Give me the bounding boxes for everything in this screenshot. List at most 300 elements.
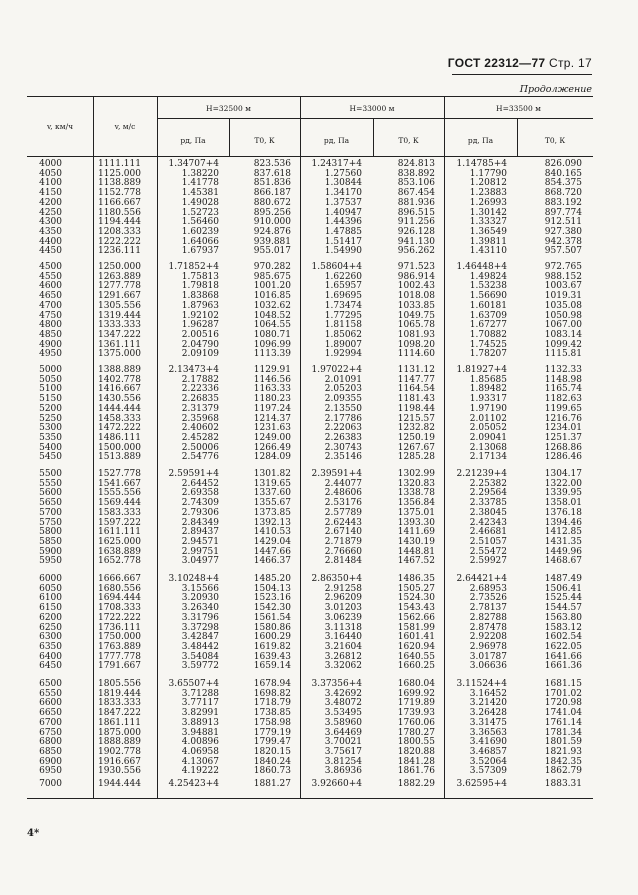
table-cell: 1708.333 bbox=[98, 603, 141, 614]
table-cell: 5000 bbox=[39, 365, 62, 375]
table-cell: 1.96287 bbox=[181, 320, 219, 331]
table-cell: 1080.71 bbox=[253, 329, 291, 340]
table-cell: 3.94881 bbox=[181, 727, 219, 738]
table-cell: 1049.75 bbox=[397, 310, 435, 321]
table-cell: 2.09109 bbox=[181, 349, 219, 360]
table-cell: 2.51057 bbox=[469, 536, 507, 547]
table-cell: 1505.27 bbox=[397, 583, 435, 594]
table-cell: 1.75813 bbox=[181, 271, 219, 282]
table-cell: 1250.000 bbox=[98, 262, 141, 272]
table-cell: 1431.35 bbox=[544, 536, 582, 547]
table-cell: 1083.14 bbox=[544, 329, 582, 340]
table-cell: 1.38220 bbox=[181, 168, 219, 179]
table-cell: 896.515 bbox=[397, 207, 435, 218]
table-cell: 2.76660 bbox=[324, 546, 362, 557]
table-cell: 1524.30 bbox=[397, 593, 435, 604]
table-cell: 5650 bbox=[39, 498, 62, 509]
table-cell: 3.37356+4 bbox=[311, 679, 362, 689]
table-cell: 2.40602 bbox=[181, 423, 219, 434]
table-cell: 1930.556 bbox=[98, 766, 141, 777]
table-cell: 1761.14 bbox=[544, 717, 582, 728]
table-cell: 6050 bbox=[39, 583, 62, 594]
subheader-pressure: pд, Па bbox=[323, 136, 350, 145]
table-cell: 1678.94 bbox=[253, 679, 291, 689]
table-cell: 3.42692 bbox=[324, 688, 362, 699]
table-cell: 1166.667 bbox=[98, 197, 141, 208]
subheader-pressure: pд, Па bbox=[467, 136, 494, 145]
table-cell: 1.97190 bbox=[469, 403, 507, 414]
table-cell: 4400 bbox=[39, 236, 62, 247]
table-cell: 2.44077 bbox=[324, 478, 362, 489]
table-cell: 3.21420 bbox=[469, 698, 507, 709]
table-cell: 2.94571 bbox=[181, 536, 219, 547]
table-cell: 2.91258 bbox=[324, 583, 362, 594]
table-cell: 6300 bbox=[39, 632, 62, 643]
table-cell: 3.04977 bbox=[181, 556, 219, 567]
table-cell: 1694.444 bbox=[98, 593, 141, 604]
table-cell: 1019.31 bbox=[544, 291, 582, 302]
table-cell: 1.77295 bbox=[324, 310, 362, 321]
table-cell: 3.36563 bbox=[469, 727, 507, 738]
table-cell: 1.89482 bbox=[469, 384, 507, 395]
col-divider bbox=[93, 96, 94, 798]
table-cell: 6800 bbox=[39, 737, 62, 748]
table-cell: 3.82991 bbox=[181, 708, 219, 719]
table-cell: 2.26383 bbox=[324, 432, 362, 443]
table-cell: 1304.17 bbox=[544, 469, 582, 479]
table-cell: 1231.63 bbox=[253, 423, 291, 434]
table-cell: 1.27560 bbox=[324, 168, 362, 179]
table-cell: 2.09041 bbox=[469, 432, 507, 443]
table-cell: 1236.111 bbox=[98, 246, 141, 257]
table-cell: 4300 bbox=[39, 217, 62, 228]
table-cell: 1035.08 bbox=[544, 300, 582, 311]
table-cell: 6850 bbox=[39, 746, 62, 757]
table-cell: 851.836 bbox=[253, 178, 291, 189]
table-cell: 1.47885 bbox=[324, 226, 362, 237]
table-cell: 2.62443 bbox=[324, 517, 362, 528]
table-cell: 6650 bbox=[39, 708, 62, 719]
table-cell: 1.40947 bbox=[324, 207, 362, 218]
table-cell: 3.32062 bbox=[324, 661, 362, 672]
table-cell: 1180.23 bbox=[253, 394, 291, 405]
table-cell: 3.48072 bbox=[324, 698, 362, 709]
group-rule bbox=[157, 118, 593, 119]
table-cell: 1660.25 bbox=[397, 661, 435, 672]
table-cell: 4700 bbox=[39, 300, 62, 311]
table-cell: 1758.98 bbox=[253, 717, 291, 728]
table-cell: 1016.85 bbox=[253, 291, 291, 302]
table-cell: 6950 bbox=[39, 766, 62, 777]
table-cell: 2.13550 bbox=[324, 403, 362, 414]
table-top-rule bbox=[27, 96, 593, 97]
table-cell: 1.78207 bbox=[469, 349, 507, 360]
table-cell: 2.59591+4 bbox=[168, 469, 219, 479]
table-cell: 2.69358 bbox=[181, 488, 219, 499]
table-cell: 1882.29 bbox=[397, 779, 435, 789]
table-cell: 1760.06 bbox=[397, 717, 435, 728]
continuation-label: Продолжение bbox=[519, 84, 592, 95]
table-cell: 1373.85 bbox=[253, 507, 291, 518]
table-cell: 1410.53 bbox=[253, 527, 291, 538]
table-cell: 3.06239 bbox=[324, 612, 362, 623]
table-cell: 1580.86 bbox=[253, 622, 291, 633]
table-cell: 1.71852+4 bbox=[168, 262, 219, 272]
table-cell: 1544.57 bbox=[544, 603, 582, 614]
table-cell: 1033.85 bbox=[397, 300, 435, 311]
group-header-32500: H=32500 м bbox=[206, 104, 251, 113]
table-cell: 1147.77 bbox=[397, 374, 435, 385]
table-cell: 4600 bbox=[39, 281, 62, 292]
table-cell: 3.48442 bbox=[181, 641, 219, 652]
table-cell: 3.59772 bbox=[181, 661, 219, 672]
table-cell: 3.58960 bbox=[324, 717, 362, 728]
table-cell: 1081.93 bbox=[397, 329, 435, 340]
table-cell: 2.17786 bbox=[324, 413, 362, 424]
table-cell: 6250 bbox=[39, 622, 62, 633]
table-cell: 1.49028 bbox=[181, 197, 219, 208]
table-cell: 1.30844 bbox=[324, 178, 362, 189]
table-cell: 1.67937 bbox=[181, 246, 219, 257]
table-cell: 4.25423+4 bbox=[168, 779, 219, 789]
table-cell: 1680.556 bbox=[98, 583, 141, 594]
table-cell: 3.26340 bbox=[181, 603, 219, 614]
table-cell: 1.56460 bbox=[181, 217, 219, 228]
table-cell: 1194.444 bbox=[98, 217, 141, 228]
col-divider bbox=[300, 96, 301, 798]
table-cell: 1861.111 bbox=[98, 717, 141, 728]
table-cell: 1738.85 bbox=[253, 708, 291, 719]
table-cell: 1699.92 bbox=[397, 688, 435, 699]
table-cell: 4650 bbox=[39, 291, 62, 302]
table-cell: 3.54084 bbox=[181, 651, 219, 662]
table-cell: 6400 bbox=[39, 651, 62, 662]
table-cell: 3.15566 bbox=[181, 583, 219, 594]
table-cell: 1640.55 bbox=[397, 651, 435, 662]
table-cell: 1.46448+4 bbox=[456, 262, 507, 272]
table-cell: 1356.84 bbox=[397, 498, 435, 509]
table-cell: 2.53176 bbox=[324, 498, 362, 509]
table-cell: 1263.889 bbox=[98, 271, 141, 282]
table-cell: 2.82788 bbox=[469, 612, 507, 623]
table-cell: 2.09355 bbox=[324, 394, 362, 405]
table-cell: 1429.04 bbox=[253, 536, 291, 547]
table-cell: 1841.28 bbox=[397, 756, 435, 767]
table-cell: 853.106 bbox=[397, 178, 435, 189]
table-cell: 1779.19 bbox=[253, 727, 291, 738]
table-cell: 1430.19 bbox=[397, 536, 435, 547]
table-cell: 2.35968 bbox=[181, 413, 219, 424]
table-cell: 1198.44 bbox=[397, 403, 435, 414]
table-cell: 5800 bbox=[39, 527, 62, 538]
table-cell: 972.765 bbox=[544, 262, 582, 272]
table-cell: 1.14785+4 bbox=[456, 159, 507, 169]
table-cell: 1146.56 bbox=[253, 374, 291, 385]
table-cell: 5500 bbox=[39, 469, 62, 479]
table-cell: 4150 bbox=[39, 188, 62, 199]
table-cell: 1113.39 bbox=[253, 349, 291, 360]
table-cell: 3.62595+4 bbox=[456, 779, 507, 789]
table-cell: 2.29564 bbox=[469, 488, 507, 499]
table-cell: 988.152 bbox=[544, 271, 582, 282]
table-cell: 1216.76 bbox=[544, 413, 582, 424]
table-cell: 1944.444 bbox=[98, 779, 141, 789]
table-cell: 1741.04 bbox=[544, 708, 582, 719]
table-cell: 1888.889 bbox=[98, 737, 141, 748]
table-cell: 1.85062 bbox=[324, 329, 362, 340]
table-cell: 1125.000 bbox=[98, 168, 141, 179]
table-cell: 1666.667 bbox=[98, 574, 141, 584]
table-cell: 1736.111 bbox=[98, 622, 141, 633]
table-cell: 1722.222 bbox=[98, 612, 141, 623]
table-cell: 2.74309 bbox=[181, 498, 219, 509]
table-cell: 2.99751 bbox=[181, 546, 219, 557]
table-cell: 4050 bbox=[39, 168, 62, 179]
table-cell: 2.21239+4 bbox=[456, 469, 507, 479]
table-cell: 1.64066 bbox=[181, 236, 219, 247]
table-cell: 1.73474 bbox=[324, 300, 362, 311]
table-cell: 1.67277 bbox=[469, 320, 507, 331]
table-cell: 824.813 bbox=[397, 159, 435, 169]
table-cell: 5950 bbox=[39, 556, 62, 567]
table-cell: 2.64421+4 bbox=[456, 574, 507, 584]
table-cell: 2.67140 bbox=[324, 527, 362, 538]
table-cell: 970.282 bbox=[253, 262, 291, 272]
col-header-v-ms: v, м/с bbox=[114, 122, 136, 131]
table-cell: 1096.99 bbox=[253, 339, 291, 350]
table-cell: 1.81927+4 bbox=[456, 365, 507, 375]
table-cell: 5400 bbox=[39, 442, 62, 453]
table-cell: 3.26428 bbox=[469, 708, 507, 719]
table-cell: 1583.333 bbox=[98, 507, 141, 518]
table-cell: 5850 bbox=[39, 536, 62, 547]
footer-mark: 4* bbox=[27, 828, 40, 839]
table-cell: 1065.78 bbox=[397, 320, 435, 331]
table-cell: 1.87963 bbox=[181, 300, 219, 311]
table-cell: 1.69695 bbox=[324, 291, 362, 302]
table-cell: 3.11318 bbox=[324, 622, 362, 633]
table-cell: 1.58604+4 bbox=[311, 262, 362, 272]
table-cell: 2.45282 bbox=[181, 432, 219, 443]
table-cell: 2.96978 bbox=[469, 641, 507, 652]
table-cell: 3.21604 bbox=[324, 641, 362, 652]
table-cell: 6350 bbox=[39, 641, 62, 652]
table-cell: 2.54776 bbox=[181, 452, 219, 463]
table-cell: 1.49824 bbox=[469, 271, 507, 282]
table-cell: 1232.82 bbox=[397, 423, 435, 434]
table-cell: 2.87478 bbox=[469, 622, 507, 633]
table-cell: 1048.52 bbox=[253, 310, 291, 321]
table-cell: 3.81254 bbox=[324, 756, 362, 767]
table-cell: 1032.62 bbox=[253, 300, 291, 311]
table-cell: 3.46857 bbox=[469, 746, 507, 757]
table-cell: 3.75617 bbox=[324, 746, 362, 757]
table-cell: 1.43110 bbox=[469, 246, 507, 257]
table-cell: 2.84349 bbox=[181, 517, 219, 528]
table-cell: 1875.000 bbox=[98, 727, 141, 738]
table-cell: 2.17134 bbox=[469, 452, 507, 463]
table-cell: 1619.82 bbox=[253, 641, 291, 652]
table-cell: 1.23883 bbox=[469, 188, 507, 199]
table-cell: 1652.778 bbox=[98, 556, 141, 567]
table-cell: 1860.73 bbox=[253, 766, 291, 777]
table-cell: 957.507 bbox=[544, 246, 582, 257]
table-cell: 895.256 bbox=[253, 207, 291, 218]
table-cell: 1416.667 bbox=[98, 384, 141, 395]
table-cell: 1411.69 bbox=[397, 527, 435, 538]
table-cell: 1601.41 bbox=[397, 632, 435, 643]
table-cell: 1182.63 bbox=[544, 394, 582, 405]
table-cell: 1485.20 bbox=[253, 574, 291, 584]
table-cell: 3.42847 bbox=[181, 632, 219, 643]
table-cell: 1.24317+4 bbox=[311, 159, 362, 169]
table-cell: 2.31379 bbox=[181, 403, 219, 414]
table-cell: 6100 bbox=[39, 593, 62, 604]
table-cell: 2.04790 bbox=[181, 339, 219, 350]
table-cell: 1447.66 bbox=[253, 546, 291, 557]
table-cell: 1583.12 bbox=[544, 622, 582, 633]
table-cell: 1800.55 bbox=[397, 737, 435, 748]
table-cell: 1916.667 bbox=[98, 756, 141, 767]
table-cell: 926.128 bbox=[397, 226, 435, 237]
table-cell: 3.71288 bbox=[181, 688, 219, 699]
table-cell: 1355.67 bbox=[253, 498, 291, 509]
table-cell: 971.523 bbox=[397, 262, 435, 272]
table-cell: 2.48606 bbox=[324, 488, 362, 499]
subheader-temperature: T0, К bbox=[398, 136, 419, 145]
table-cell: 1563.80 bbox=[544, 612, 582, 623]
table-cell: 6750 bbox=[39, 727, 62, 738]
table-cell: 1661.36 bbox=[544, 661, 582, 672]
table-cell: 2.46681 bbox=[469, 527, 507, 538]
table-cell: 3.92660+4 bbox=[311, 779, 362, 789]
page-header bbox=[448, 56, 592, 70]
table-cell: 1500.000 bbox=[98, 442, 141, 453]
table-cell: 3.26812 bbox=[324, 651, 362, 662]
table-cell: 1602.54 bbox=[544, 632, 582, 643]
table-cell: 1018.08 bbox=[397, 291, 435, 302]
table-cell: 4.00896 bbox=[181, 737, 219, 748]
table-cell: 1148.98 bbox=[544, 374, 582, 385]
table-cell: 1719.89 bbox=[397, 698, 435, 709]
table-cell: 5750 bbox=[39, 517, 62, 528]
table-cell: 5200 bbox=[39, 403, 62, 414]
table-cell: 1525.44 bbox=[544, 593, 582, 604]
table-cell: 1555.556 bbox=[98, 488, 141, 499]
table-cell: 2.92208 bbox=[469, 632, 507, 643]
table-cell: 1320.83 bbox=[397, 478, 435, 489]
table-cell: 2.79306 bbox=[181, 507, 219, 518]
table-cell: 5050 bbox=[39, 374, 62, 385]
table-cell: 6550 bbox=[39, 688, 62, 699]
table-cell: 6000 bbox=[39, 574, 62, 584]
table-cell: 956.262 bbox=[397, 246, 435, 257]
table-cell: 1131.12 bbox=[397, 365, 435, 375]
table-cell: 3.01203 bbox=[324, 603, 362, 614]
table-cell: 1780.27 bbox=[397, 727, 435, 738]
table-cell: 1129.91 bbox=[253, 365, 291, 375]
table-cell: 4.06958 bbox=[181, 746, 219, 757]
table-cell: 3.70021 bbox=[324, 737, 362, 748]
table-cell: 2.81484 bbox=[324, 556, 362, 567]
table-cell: 1.83868 bbox=[181, 291, 219, 302]
table-cell: 1527.778 bbox=[98, 469, 141, 479]
table-cell: 1597.222 bbox=[98, 517, 141, 528]
table-cell: 5100 bbox=[39, 384, 62, 395]
table-cell: 939.881 bbox=[253, 236, 291, 247]
table-cell: 823.536 bbox=[253, 159, 291, 169]
table-cell: 1338.78 bbox=[397, 488, 435, 499]
table-cell: 1.56690 bbox=[469, 291, 507, 302]
table-cell: 1562.66 bbox=[397, 612, 435, 623]
table-cell: 1152.778 bbox=[98, 188, 141, 199]
table-cell: 1.60181 bbox=[469, 300, 507, 311]
table-cell: 1472.222 bbox=[98, 423, 141, 434]
table-cell: 5550 bbox=[39, 478, 62, 489]
table-cell: 2.33785 bbox=[469, 498, 507, 509]
table-cell: 1002.43 bbox=[397, 281, 435, 292]
table-cell: 3.57309 bbox=[469, 766, 507, 777]
table-cell: 1319.444 bbox=[98, 310, 141, 321]
subheader-temperature: T0, К bbox=[254, 136, 275, 145]
table-cell: 2.22336 bbox=[181, 384, 219, 395]
table-cell: 3.31796 bbox=[181, 612, 219, 623]
table-cell: 6450 bbox=[39, 661, 62, 672]
table-cell: 6600 bbox=[39, 698, 62, 709]
table-cell: 1394.46 bbox=[544, 517, 582, 528]
table-cell: 1833.333 bbox=[98, 698, 141, 709]
subheader-temperature: T0, К bbox=[544, 136, 566, 145]
table-cell: 1001.20 bbox=[253, 281, 291, 292]
table-cell: 2.59927 bbox=[469, 556, 507, 567]
table-cell: 1.54990 bbox=[324, 246, 362, 257]
table-cell: 1358.01 bbox=[544, 498, 582, 509]
table-cell: 3.11524+4 bbox=[456, 679, 507, 689]
table-cell: 2.64452 bbox=[181, 478, 219, 489]
table-cell: 4950 bbox=[39, 349, 62, 360]
table-cell: 1333.333 bbox=[98, 320, 141, 331]
table-cell: 1458.333 bbox=[98, 413, 141, 424]
table-cell: 2.55472 bbox=[469, 546, 507, 557]
table-cell: 1361.111 bbox=[98, 339, 141, 350]
table-cell: 1.79818 bbox=[181, 281, 219, 292]
table-cell: 881.936 bbox=[397, 197, 435, 208]
table-cell: 1250.19 bbox=[397, 432, 435, 443]
table-cell: 2.86350+4 bbox=[311, 574, 362, 584]
table-cell: 2.05203 bbox=[324, 384, 362, 395]
table-cell: 1781.34 bbox=[544, 727, 582, 738]
table-cell: 6500 bbox=[39, 679, 62, 689]
table-cell: 6700 bbox=[39, 717, 62, 728]
table-cell: 2.25382 bbox=[469, 478, 507, 489]
table-cell: 4100 bbox=[39, 178, 62, 189]
table-cell: 5150 bbox=[39, 394, 62, 405]
table-cell: 1.39811 bbox=[469, 236, 507, 247]
table-cell: 880.672 bbox=[253, 197, 291, 208]
table-cell: 837.618 bbox=[253, 168, 291, 179]
table-bottom-rule bbox=[27, 798, 593, 799]
table-cell: 838.892 bbox=[397, 168, 435, 179]
table-cell: 1393.30 bbox=[397, 517, 435, 528]
table-cell: 1718.79 bbox=[253, 698, 291, 709]
table-cell: 867.454 bbox=[397, 188, 435, 199]
table-cell: 942.378 bbox=[544, 236, 582, 247]
table-cell: 2.38045 bbox=[469, 507, 507, 518]
table-cell: 1249.00 bbox=[253, 432, 291, 443]
table-cell: 1268.86 bbox=[544, 442, 582, 453]
table-cell: 1625.000 bbox=[98, 536, 141, 547]
table-cell: 826.090 bbox=[544, 159, 582, 169]
